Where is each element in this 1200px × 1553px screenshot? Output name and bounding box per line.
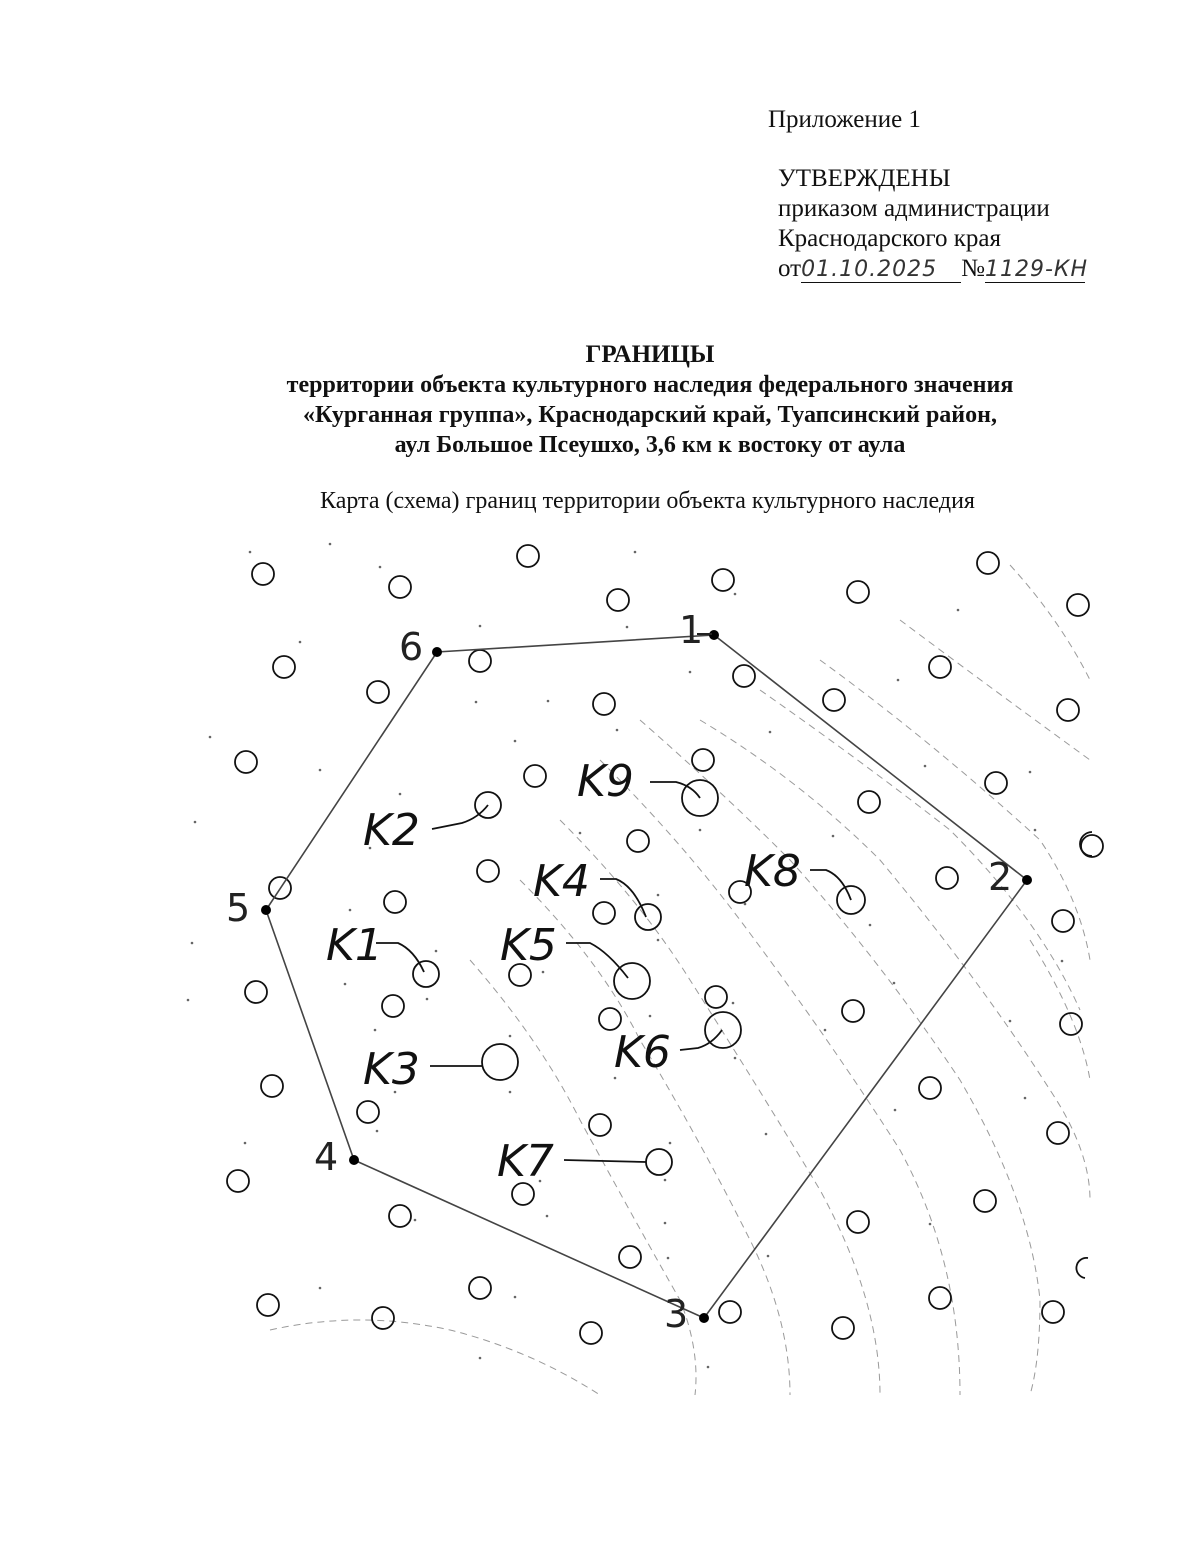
elevation-dot	[924, 765, 927, 768]
contour-line	[760, 690, 1080, 1010]
approval-line-3: Краснодарского края	[778, 225, 1001, 252]
approved-label: УТВЕРЖДЕНЫ	[778, 165, 951, 192]
survey-circle	[372, 1307, 394, 1329]
boundary-point-6	[432, 647, 442, 657]
map-caption: Карта (схема) границ территории объекта культурного наследия	[320, 488, 975, 514]
point-label-1: 1	[679, 608, 704, 652]
elevation-dot	[734, 593, 737, 596]
elevation-dot	[734, 1057, 737, 1060]
contour-line	[700, 720, 1090, 1200]
elevation-dot	[634, 551, 637, 554]
survey-circle	[635, 904, 661, 930]
date-prefix: от	[778, 255, 802, 282]
elevation-dot	[475, 701, 478, 704]
survey-circle	[712, 569, 734, 591]
contour-lines	[270, 565, 1090, 1395]
survey-circle	[733, 665, 755, 687]
appendix-label: Приложение 1	[768, 106, 921, 133]
survey-circle	[705, 986, 727, 1008]
survey-circle	[389, 1205, 411, 1227]
point-label-3: 3	[664, 1292, 689, 1336]
elevation-dot	[349, 909, 352, 912]
elevation-dot	[509, 1091, 512, 1094]
survey-circle	[692, 749, 714, 771]
mound-label-k5: K5	[500, 920, 557, 971]
survey-circle	[252, 563, 274, 585]
survey-circle	[929, 1287, 951, 1309]
title-line-1: территории объекта культурного наследия федерального значения	[286, 372, 1014, 398]
elevation-dot	[299, 641, 302, 644]
survey-circle	[235, 751, 257, 773]
survey-circle	[357, 1101, 379, 1123]
contour-line	[1030, 940, 1090, 1080]
boundary-point-4	[349, 1155, 359, 1165]
boundary-map	[0, 530, 1200, 1410]
survey-circle	[858, 791, 880, 813]
elevation-dot	[209, 736, 212, 739]
elevation-dot	[929, 1223, 932, 1226]
elevation-dot	[194, 821, 197, 824]
elevation-dot	[435, 950, 438, 953]
elevation-dot	[376, 1130, 379, 1133]
mound-label-k1: K1	[326, 920, 383, 971]
survey-circle	[273, 656, 295, 678]
elevation-dot	[579, 832, 582, 835]
survey-circle	[1047, 1122, 1069, 1144]
mound-leader-k8	[810, 870, 851, 900]
elevation-dot	[893, 982, 896, 985]
contour-line	[900, 620, 1090, 760]
survey-circle	[469, 650, 491, 672]
survey-circle	[413, 961, 439, 987]
elevation-dot	[649, 1015, 652, 1018]
title-main: ГРАНИЦЫ	[585, 341, 715, 368]
elevation-dot	[957, 609, 960, 612]
elevation-dot	[319, 1287, 322, 1290]
survey-circle-partial	[1076, 1258, 1088, 1278]
elevation-dot	[191, 942, 194, 945]
elevation-dot	[249, 551, 252, 554]
boundary-point-labels	[226, 608, 1012, 1336]
elevation-dot	[509, 1035, 512, 1038]
survey-circle	[580, 1322, 602, 1344]
survey-circle	[607, 589, 629, 611]
boundary-point-2	[1022, 875, 1032, 885]
survey-circle	[1042, 1301, 1064, 1323]
survey-circle	[469, 1277, 491, 1299]
elevation-dot	[667, 1257, 670, 1260]
contour-line	[270, 1320, 600, 1395]
survey-circle	[832, 1317, 854, 1339]
mound-leader-k2	[432, 805, 488, 829]
survey-circle	[627, 830, 649, 852]
survey-circle	[257, 1294, 279, 1316]
elevation-dot	[707, 1366, 710, 1369]
survey-circle	[719, 1301, 741, 1323]
elevation-dot	[514, 1296, 517, 1299]
mound-label-k3: K3	[363, 1044, 420, 1095]
elevation-dot	[344, 983, 347, 986]
point-label-6: 6	[399, 625, 424, 669]
elevation-marks	[187, 543, 1064, 1369]
survey-circle	[593, 693, 615, 715]
mound-leader-k4	[600, 879, 646, 917]
survey-circle	[1057, 699, 1079, 721]
elevation-dot	[626, 626, 629, 629]
elevation-dot	[542, 971, 545, 974]
elevation-dot	[897, 679, 900, 682]
elevation-dot	[616, 729, 619, 732]
survey-circle	[974, 1190, 996, 1212]
elevation-dot	[547, 700, 550, 703]
elevation-dot	[1061, 960, 1064, 963]
elevation-dot	[657, 894, 660, 897]
survey-circle	[389, 576, 411, 598]
survey-circle	[384, 891, 406, 913]
survey-circle	[593, 902, 615, 924]
survey-circle	[977, 552, 999, 574]
elevation-dot	[546, 1215, 549, 1218]
elevation-dot	[699, 829, 702, 832]
mound-leader-k5	[566, 943, 628, 978]
elevation-dot	[399, 793, 402, 796]
mound-label-k9: K9	[577, 756, 634, 807]
point-label-4: 4	[314, 1135, 339, 1179]
elevation-dot	[1034, 829, 1037, 832]
elevation-dot	[1024, 1097, 1027, 1100]
elevation-dot	[689, 671, 692, 674]
survey-circle	[847, 1211, 869, 1233]
survey-circle	[227, 1170, 249, 1192]
survey-circle	[985, 772, 1007, 794]
survey-circle	[842, 1000, 864, 1022]
elevation-dot	[732, 1002, 735, 1005]
title-line-3: аул Большое Псеушхо, 3,6 км к востоку от аула	[394, 432, 906, 458]
elevation-dot	[379, 566, 382, 569]
elevation-dot	[664, 1179, 667, 1182]
survey-circle	[847, 581, 869, 603]
mound-leader-k7	[564, 1160, 646, 1162]
point-label-2: 2	[988, 855, 1013, 899]
date-value: 01.10.2025	[801, 257, 938, 282]
mound-label-k8: K8	[744, 846, 801, 897]
elevation-dot	[869, 924, 872, 927]
survey-circle	[1052, 910, 1074, 932]
mound-label-k7: K7	[497, 1136, 554, 1187]
elevation-dot	[426, 998, 429, 1001]
elevation-dot	[244, 1142, 247, 1145]
elevation-dot	[374, 1029, 377, 1032]
survey-circle	[482, 1044, 518, 1080]
number-field	[984, 257, 1089, 283]
survey-circle	[1067, 594, 1089, 616]
mound-leader-k1	[376, 943, 424, 972]
boundary-point-3	[699, 1313, 709, 1323]
number-value: 1129-КН	[984, 257, 1089, 282]
survey-circle	[929, 656, 951, 678]
approval-date-line	[778, 254, 1089, 284]
mound-label-k4: K4	[533, 856, 590, 907]
elevation-dot	[767, 1255, 770, 1258]
document-title	[0, 340, 1200, 460]
elevation-dot	[414, 1219, 417, 1222]
survey-circle	[823, 689, 845, 711]
number-prefix: №	[961, 255, 985, 282]
approval-line-2: приказом администрации	[778, 195, 1050, 222]
survey-circle	[646, 1149, 672, 1175]
survey-circle	[261, 1075, 283, 1097]
survey-circle	[524, 765, 546, 787]
territory-boundary	[266, 635, 1027, 1318]
elevation-dot	[319, 769, 322, 772]
elevation-dot	[765, 1133, 768, 1136]
mound-leader-k9	[650, 782, 700, 798]
elevation-dot	[479, 625, 482, 628]
contour-line	[520, 880, 790, 1395]
elevation-dot	[1009, 1020, 1012, 1023]
elevation-dot	[669, 1142, 672, 1145]
survey-circle	[619, 1246, 641, 1268]
elevation-dot	[664, 1222, 667, 1225]
elevation-dot	[769, 731, 772, 734]
contour-line	[640, 720, 1040, 1395]
elevation-dot	[329, 543, 332, 546]
point-label-5: 5	[226, 886, 251, 930]
approval-block	[778, 164, 1089, 284]
elevation-dot	[832, 835, 835, 838]
survey-circle	[367, 681, 389, 703]
contour-line	[1010, 565, 1090, 680]
elevation-dot	[479, 1357, 482, 1360]
survey-circle	[589, 1114, 611, 1136]
elevation-dot	[657, 939, 660, 942]
elevation-dot	[1029, 771, 1032, 774]
title-line-2: «Курганная группа», Краснодарский край, Туапсинский район,	[303, 402, 997, 428]
elevation-dot	[744, 903, 747, 906]
survey-circle	[245, 981, 267, 1003]
elevation-dot	[187, 999, 190, 1002]
elevation-dot	[894, 1109, 897, 1112]
mound-label-k6: K6	[614, 1027, 671, 1078]
survey-circle	[477, 860, 499, 882]
elevation-dot	[824, 1029, 827, 1032]
boundary-point-5	[261, 905, 271, 915]
survey-circle	[517, 545, 539, 567]
mound-label-k2: K2	[363, 805, 420, 856]
survey-circle	[382, 995, 404, 1017]
date-field	[801, 257, 961, 283]
survey-circle	[919, 1077, 941, 1099]
elevation-dot	[514, 740, 517, 743]
survey-circle	[936, 867, 958, 889]
